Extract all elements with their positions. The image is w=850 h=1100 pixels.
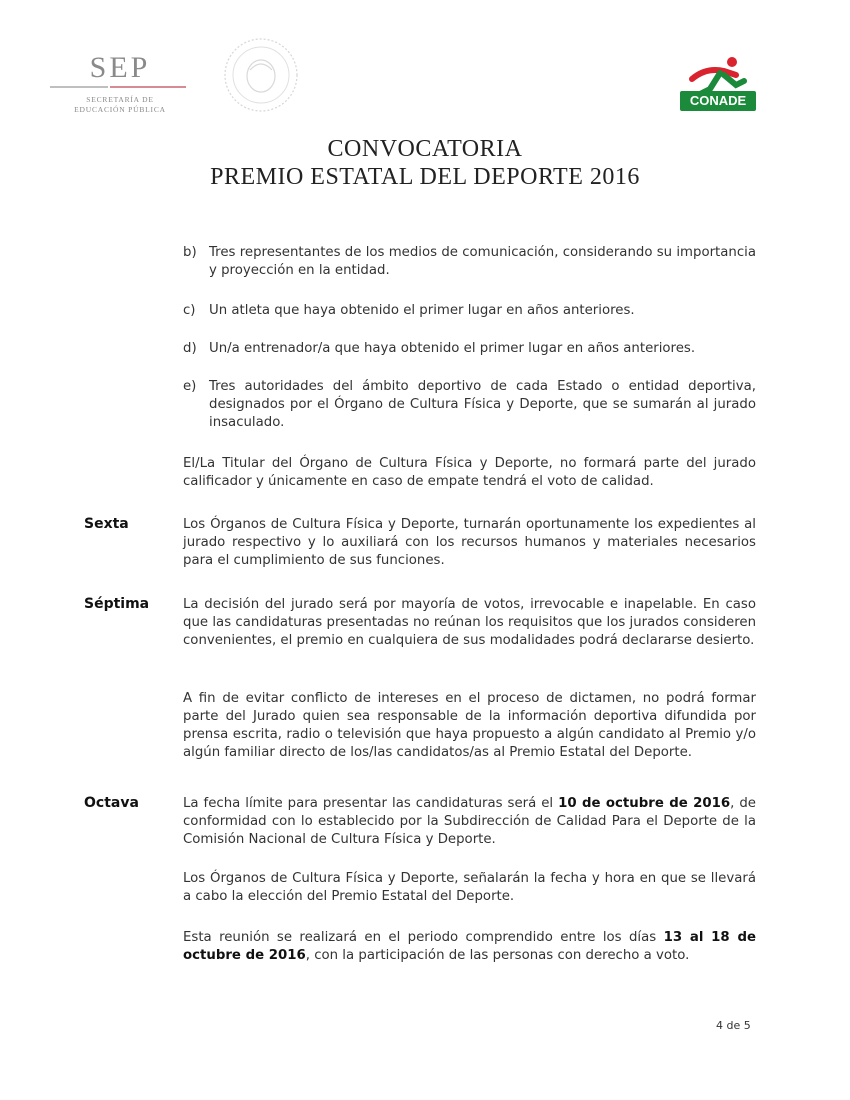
page-number: 4 de 5 xyxy=(716,1019,751,1032)
clause-text-sexta: Los Órganos de Cultura Física y Deporte, turnarán oportunamente los expedientes al jurado respectivo y lo auxiliará con los recursos humanos y materiales necesarios para el cumplimiento de sus funciones. xyxy=(183,517,756,568)
meeting-text-after: , con la participación de las personas con derecho a voto. xyxy=(305,948,690,963)
deadline-text-after: , de conformidad con lo establecido por la Subdirección de Calidad Para el Deporte de la Comisión Nacional de Cultura Física y Deporte. xyxy=(183,796,756,847)
deadline-text-before: La fecha límite para presentar las candidaturas será el xyxy=(183,796,559,811)
clause-label-sexta: Sexta xyxy=(84,516,129,532)
national-seal-watermark-icon xyxy=(222,36,300,114)
sep-logo xyxy=(50,52,190,115)
list-item: Un/a entrenador/a que haya obtenido el primer lugar en años anteriores. xyxy=(209,341,696,356)
item-letter: d) xyxy=(183,341,197,356)
sep-logo-rule xyxy=(50,86,190,92)
sep-logo-line2: EDUCACIÓN PÚBLICA xyxy=(74,105,166,114)
meeting-dates: 13 al 18 de octubre de 2016 xyxy=(183,930,756,963)
item-letter: c) xyxy=(183,303,196,318)
list-item: Tres representantes de los medios de comunicación, considerando su importancia y proyección en la entidad. xyxy=(209,245,756,278)
sep-logo-word: SEP xyxy=(89,51,151,84)
meeting-text-before: Esta reunión se realizará en el periodo comprendido entre los días xyxy=(183,930,664,945)
clause-text-septima-1: La decisión del jurado será por mayoría de votos, irrevocable e inapelable. En caso que las candidaturas presentadas no reúnan los requisitos que los jurados consideren convenientes, el premio en cualquiera de sus modalidades podrá declararse desierto. xyxy=(183,597,756,648)
clause-label-septima: Séptima xyxy=(84,596,150,612)
conade-logo-text: CONADE xyxy=(680,91,756,111)
document-title-line1: CONVOCATORIA xyxy=(327,136,523,162)
clause-text-octava-1 xyxy=(183,795,756,849)
item-letter: e) xyxy=(183,379,197,394)
document-title-line2: PREMIO ESTATAL DEL DEPORTE 2016 xyxy=(210,164,640,190)
clause-text-octava-2: Los Órganos de Cultura Física y Deporte, señalarán la fecha y hora en que se llevará a cabo la elección del Premio Estatal del Deporte. xyxy=(183,871,756,904)
list-item: Tres autoridades del ámbito deportivo de cada Estado o entidad deportiva, designados por el Órgano de Cultura Física y Deporte, que se sumarán al jurado insaculado. xyxy=(209,379,756,430)
deadline-date: 10 de octubre de 2016 xyxy=(558,796,731,811)
clause-text-septima-2: A fin de evitar conflicto de intereses en el proceso de dictamen, no podrá formar parte del Jurado quien sea responsable de la información deportiva difundida por prensa escrita, radio o televisión que haya propuesto a algún candidato al Premio y/o algún familiar directo de los/las candidatos/as al Premio Estatal del Deporte. xyxy=(183,691,756,760)
clause-text-octava-3 xyxy=(183,929,756,965)
sep-logo-line1: SECRETARÍA DE xyxy=(86,95,154,104)
item-letter: b) xyxy=(183,245,197,260)
list-item: Un atleta que haya obtenido el primer lugar en años anteriores. xyxy=(209,303,635,318)
clause-label-octava: Octava xyxy=(84,795,139,811)
titular-note: El/La Titular del Órgano de Cultura Física y Deporte, no formará parte del jurado calificador y únicamente en caso de empate tendrá el voto de calidad. xyxy=(183,456,756,489)
